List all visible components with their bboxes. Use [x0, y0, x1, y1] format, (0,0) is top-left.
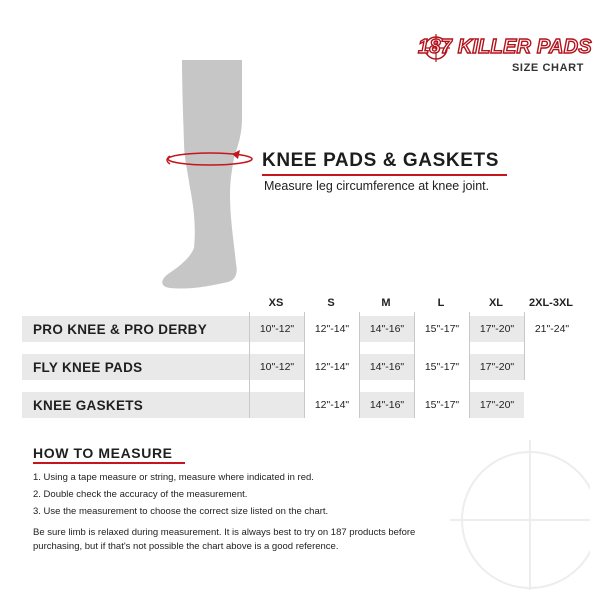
section-subtitle: Measure leg circumference at knee joint. [264, 179, 490, 193]
measure-note: Be sure limb is relaxed during measurement. It is always best to try on 187 products before purchasing, but if that's not possible the chart above is a good reference. [33, 527, 416, 552]
table-cell: 17"-20" [470, 354, 524, 380]
size-header-xs: XS [268, 297, 284, 309]
size-header-l: L [437, 297, 445, 309]
column-divider [249, 312, 250, 418]
column-divider [359, 312, 360, 418]
table-cell: 17"-20" [470, 316, 524, 342]
section-title: KNEE PADS & GASKETS [262, 150, 499, 171]
table-cell: 17"-20" [470, 392, 524, 418]
row-label-knee-gaskets: KNEE GASKETS [33, 398, 144, 413]
measure-step-1: 1. Using a tape measure or string, measure where indicated in red. [33, 472, 314, 483]
how-to-measure-underline [33, 462, 185, 464]
table-cell: 12"-14" [305, 316, 359, 342]
column-divider [469, 312, 470, 418]
title-underline [262, 174, 507, 176]
leg-illustration [150, 58, 260, 298]
table-cell: 12"-14" [305, 392, 359, 418]
column-divider [414, 312, 415, 418]
size-header-2xl-3xl: 2XL-3XL [528, 297, 573, 309]
reticle-watermark-icon [440, 430, 590, 590]
brand-name: 187 KILLER PADS [418, 36, 592, 58]
size-header-m: M [381, 297, 391, 309]
column-divider [524, 312, 525, 380]
table-cell: 14"-16" [360, 354, 414, 380]
table-cell: 15"-17" [415, 354, 469, 380]
table-cell: 14"-16" [360, 392, 414, 418]
size-header-xl: XL [488, 297, 504, 309]
measure-step-3: 3. Use the measurement to choose the correct size listed on the chart. [33, 506, 329, 517]
size-header-s: S [327, 297, 335, 309]
table-cell: 14"-16" [360, 316, 414, 342]
measure-step-2: 2. Double check the accuracy of the measurement. [33, 489, 248, 500]
row-label-fly-knee: FLY KNEE PADS [33, 360, 143, 375]
table-cell-empty [250, 392, 304, 418]
table-cell: 12"-14" [305, 354, 359, 380]
size-chart-label: SIZE CHART [512, 62, 584, 74]
table-cell: 15"-17" [415, 316, 469, 342]
column-divider [304, 312, 305, 418]
how-to-measure-title: HOW TO MEASURE [33, 445, 173, 461]
table-cell: 21"-24" [525, 316, 579, 342]
brand-logo [418, 34, 590, 84]
row-label-pro-knee: PRO KNEE & PRO DERBY [33, 322, 208, 337]
table-cell: 15"-17" [415, 392, 469, 418]
table-cell: 10"-12" [250, 316, 304, 342]
table-cell: 10"-12" [250, 354, 304, 380]
